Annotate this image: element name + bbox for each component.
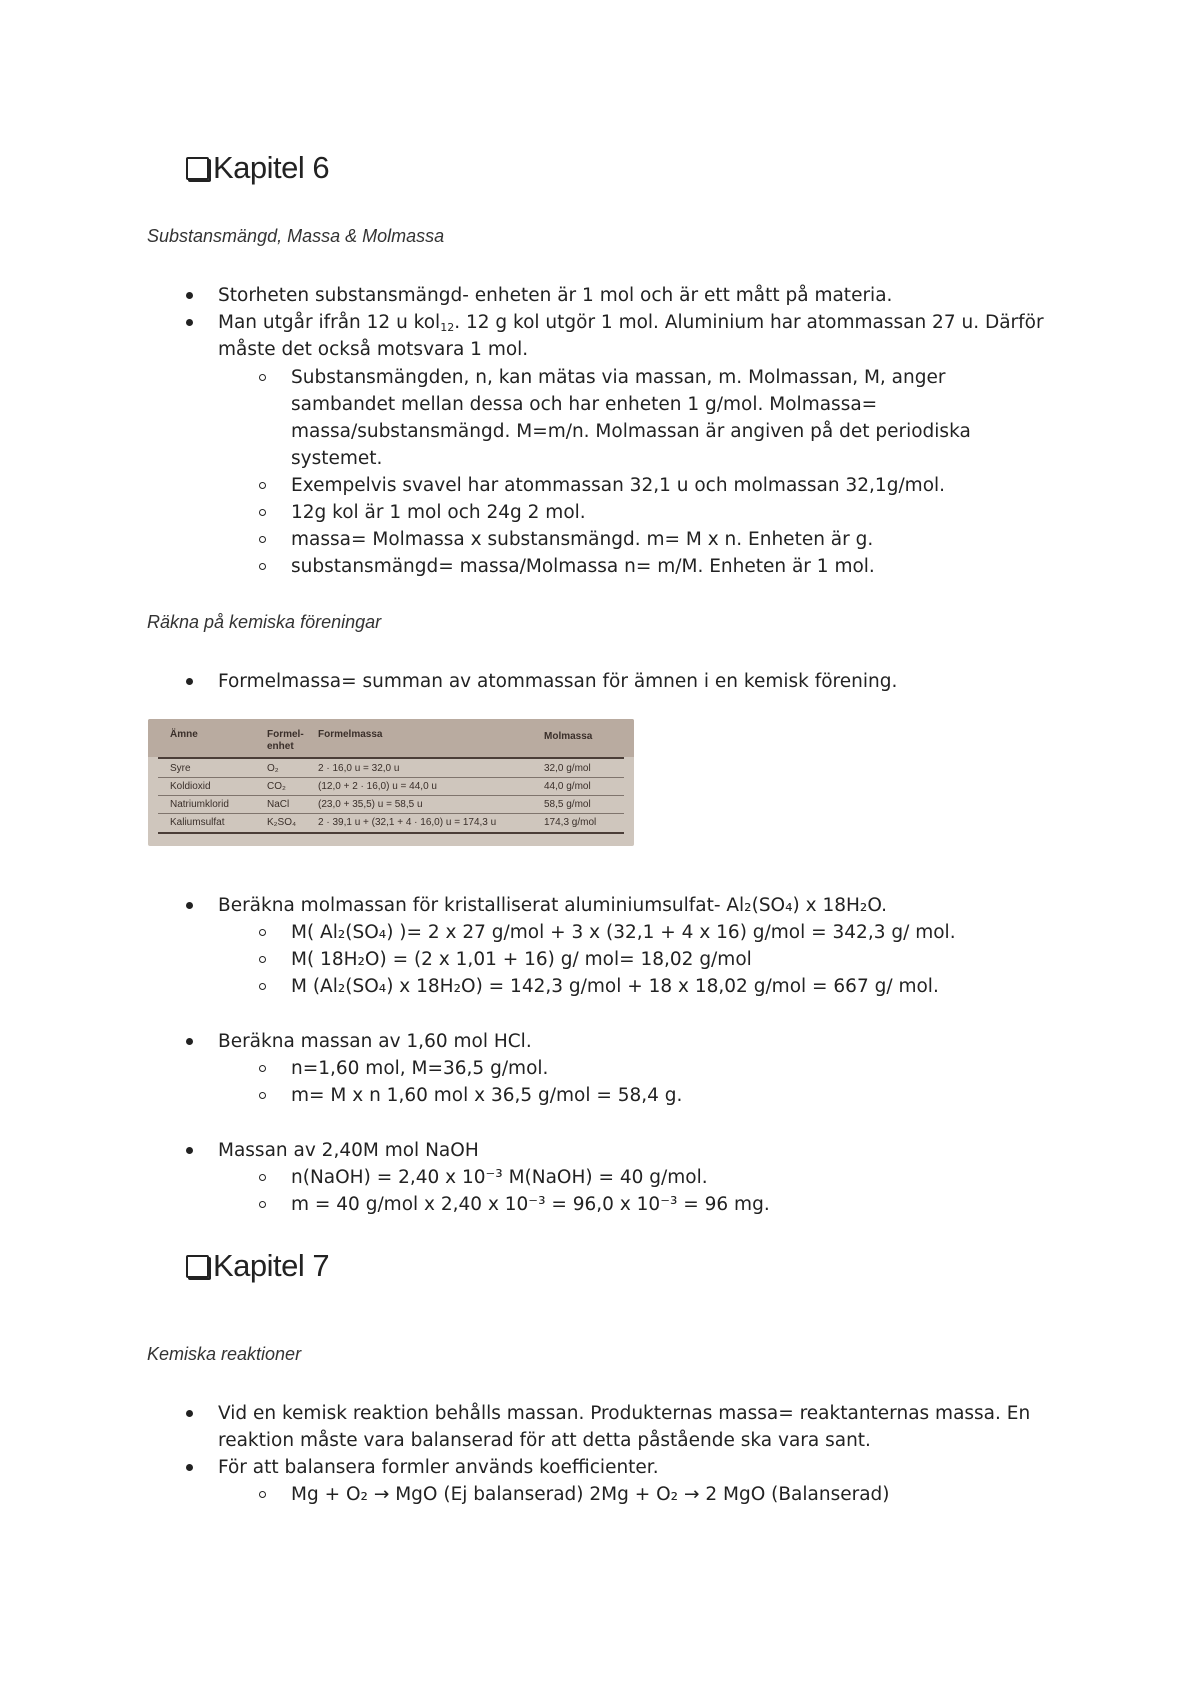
sub-bullet-text: Mg + O₂ → MgO (Ej balanserad) 2Mg + O₂ → 2 MgO (Balanserad) [291,1484,890,1505]
heading-text: Kapitel 6 [213,150,330,185]
sub-bullet-icon [259,1092,266,1099]
table-header-molmassa: Molmassa [544,731,593,742]
sub-bullet-text: n(NaOH) = 2,40 x 10⁻³ M(NaOH) = 40 g/mol. [291,1167,708,1188]
sub-bullet-text: M (Al₂(SO₄) x 18H₂O) = 142,3 g/mol + 18 x 18,02 g/mol = 667 g/ mol. [291,976,939,997]
text-part: . 12 g kol utgör 1 mol. Aluminium har atommassan 27 u. Därför [454,312,1044,333]
table-header-enhet: enhet [267,741,294,752]
table-cell: 174,3 g/mol [544,817,597,828]
bullet-text: För att balansera formler används koefficienter. [218,1457,659,1478]
bullet-icon [186,902,193,909]
sub-bullet-text: M( Al₂(SO₄) )= 2 x 27 g/mol + 3 x (32,1 + 4 x 16) g/mol = 342,3 g/ mol. [291,922,956,943]
heading-text: Kapitel 7 [213,1248,330,1283]
bullet-text-cont: måste det också motsvara 1 mol. [218,339,529,360]
sub-bullet-text: Exempelvis svavel har atommassan 32,1 u och molmassan 32,1g/mol. [291,475,946,496]
sub-bullet-icon [259,929,266,936]
sub-bullet-icon [259,536,266,543]
bullet-text: Beräkna molmassan för kristalliserat aluminiumsulfat- Al₂(SO₄) x 18H₂O. [218,895,888,916]
kapitel-6-heading [186,150,329,186]
bullet-text-cont: reaktion måste vara balanserad för att detta påstående ska vara sant. [218,1430,871,1451]
text-part: Man utgår ifrån 12 u kol [218,312,441,333]
sub-bullet-icon [259,1201,266,1208]
bullet-text: Massan av 2,40M mol NaOH [218,1140,479,1161]
sub-bullet-icon [259,1491,266,1498]
sub-bullet-text-cont: systemet. [291,448,383,469]
subheading-kemiska-reaktioner: Kemiska reaktioner [147,1344,302,1364]
table-cell: Syre [170,763,191,774]
sub-bullet-icon [259,509,266,516]
sub-bullet-icon [259,374,266,381]
sub-bullet-icon [259,956,266,963]
sub-bullet-text: 12g kol är 1 mol och 24g 2 mol. [291,502,586,523]
sub-bullet-icon [259,983,266,990]
sub-bullet-icon [259,1174,266,1181]
bullet-icon [186,678,193,685]
table-cell: 2 · 16,0 u = 32,0 u [318,763,400,774]
table-cell: (12,0 + 2 · 16,0) u = 44,0 u [318,781,437,792]
bullet-icon [186,292,193,299]
table-cell: Kaliumsulfat [170,817,225,828]
bullet-icon [186,1410,193,1417]
sub-bullet-text-cont: sambandet mellan dessa och har enheten 1 g/mol. Molmassa= [291,394,878,415]
kapitel-7-heading [186,1248,329,1284]
subheading-rakna: Räkna på kemiska föreningar [147,612,382,632]
subscript: 12 [440,321,455,334]
bullet-icon [186,1038,193,1045]
table-header-amne: Ämne [170,729,198,740]
sub-bullet-text: substansmängd= massa/Molmassa n= m/M. Enheten är 1 mol. [291,556,875,577]
bullet-icon [186,1147,193,1154]
table-header-formelmassa: Formelmassa [318,729,383,740]
table-cell: 44,0 g/mol [544,781,591,792]
table-cell: CO₂ [267,781,286,792]
subheading-substansmangd: Substansmängd, Massa & Molmassa [147,226,445,246]
formelmassa-table-photo [148,719,634,846]
sub-bullet-text: Substansmängden, n, kan mätas via massan, m. Molmassan, M, anger [291,367,946,388]
table-rule [158,777,624,778]
table-rule [158,795,624,796]
table-rule [158,813,624,814]
sub-bullet-text: n=1,60 mol, M=36,5 g/mol. [291,1058,549,1079]
sub-bullet-text: massa= Molmassa x substansmängd. m= M x n. Enheten är g. [291,529,874,550]
table-cell: Natriumklorid [170,799,229,810]
table-cell: 32,0 g/mol [544,763,591,774]
table-rule [158,757,624,759]
checkbox-icon [186,157,209,180]
sub-bullet-text: m = 40 g/mol x 2,40 x 10⁻³ = 96,0 x 10⁻³ = 96 mg. [291,1194,770,1215]
sub-bullet-icon [259,482,266,489]
table-cell: Koldioxid [170,781,211,792]
bullet-text: Storheten substansmängd- enheten är 1 mol och är ett mått på materia. [218,285,893,306]
table-rule [158,832,624,834]
sub-bullet-text: M( 18H₂O) = (2 x 1,01 + 16) g/ mol= 18,02 g/mol [291,949,752,970]
bullet-text: Vid en kemisk reaktion behålls massan. Produkternas massa= reaktanternas massa. En [218,1403,1031,1424]
bullet-text: Formelmassa= summan av atommassan för ämnen i en kemisk förening. [218,671,898,692]
bullet-icon [186,319,193,326]
table-cell: (23,0 + 35,5) u = 58,5 u [318,799,423,810]
sub-bullet-text: m= M x n 1,60 mol x 36,5 g/mol = 58,4 g. [291,1085,683,1106]
bullet-icon [186,1464,193,1471]
table-cell: 2 · 39,1 u + (32,1 + 4 · 16,0) u = 174,3 u [318,817,497,828]
table-cell: NaCl [267,799,290,810]
table-header-formel: Formel- [267,729,304,740]
table-cell: K₂SO₄ [267,817,297,828]
checkbox-icon [186,1255,209,1278]
sub-bullet-icon [259,563,266,570]
sub-bullet-text-cont: massa/substansmängd. M=m/n. Molmassan är angiven på det periodiska [291,421,971,442]
table-cell: O₂ [267,763,279,774]
bullet-text: Beräkna massan av 1,60 mol HCl. [218,1031,532,1052]
sub-bullet-icon [259,1065,266,1072]
table-cell: 58,5 g/mol [544,799,591,810]
